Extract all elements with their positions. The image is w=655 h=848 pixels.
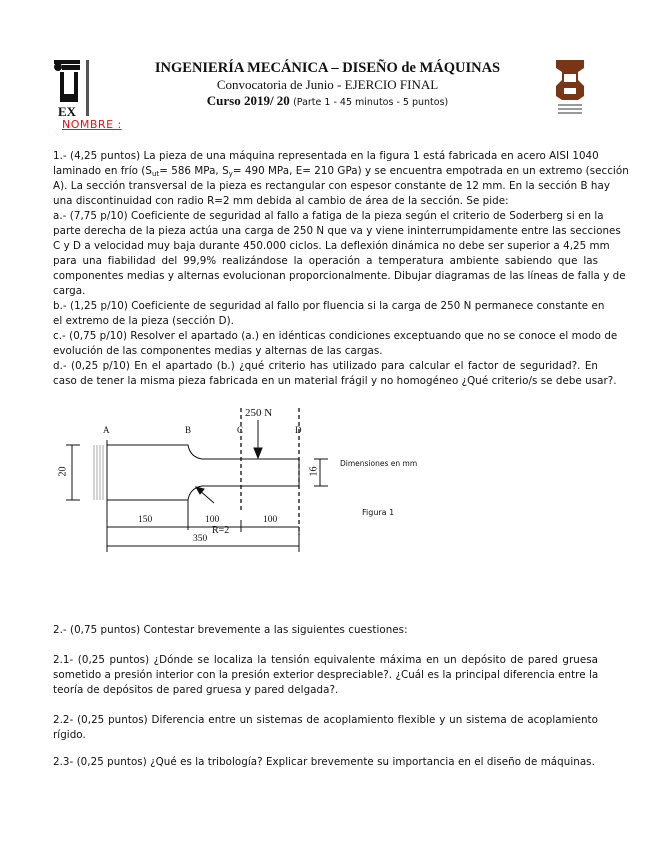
fixed-support-hatch	[94, 445, 103, 500]
text-fragment: = 586 MPa, S	[159, 165, 229, 177]
radius-label: R=2	[212, 525, 230, 536]
load-label: 250 N	[245, 407, 273, 419]
q1-line: b.- (1,25 p/10) Coeficiente de seguridad al fallo por fluencia si la carga de 250 N permanece constante en	[53, 300, 605, 312]
figure-1	[0, 395, 655, 560]
q1-line: carga.	[53, 285, 86, 297]
q1-line: d.- (0,25 p/10) En el apartado (b.) ¿qué criterio has utilizado para calcular el factor de seguridad?. En	[53, 360, 598, 372]
dim-cd: 100	[263, 515, 278, 525]
text-fragment: = 490 MPa, E= 210 GPa) y se encuentra empotrada en un extremo (sección	[232, 165, 629, 177]
course-label: Curso 2019/ 20	[206, 93, 290, 108]
dim-total: 350	[193, 534, 208, 544]
section-label-a: A	[103, 425, 110, 435]
q21-line: sometido a presión interior con la presión exterior despreciable?. ¿Cuál es la principal diferencia entre la	[53, 669, 599, 681]
q2-intro: 2.- (0,75 puntos) Contestar brevemente a las siguientes cuestiones:	[53, 624, 408, 636]
document-title: INGENIERÍA MECÁNICA – DISEÑO de MÁQUINAS	[154, 60, 501, 76]
document-subtitle: Convocatoria de Junio - EJERCIO FINAL	[216, 77, 439, 92]
q1-line: caso de tener la misma pieza fabricada en un material frágil y no homogéneo ¿Qué criterio/s se debe usar?.	[53, 375, 617, 387]
dim-bc: 100	[205, 515, 220, 525]
q1-line: componentes medias y alternas evolucionan proporcionalmente. Dibujar diagramas de las líneas de falla y de	[53, 270, 626, 282]
subscript: ut	[151, 170, 160, 178]
q1-line: a.- (7,75 p/10) Coeficiente de seguridad al fallo a fatiga de la pieza según el criterio de Soderberg si en la	[53, 210, 604, 222]
course-note: (Parte 1 - 45 minutos - 5 puntos)	[293, 97, 449, 108]
section-label-d: D	[295, 425, 302, 435]
figure-caption: Figura 1	[362, 508, 395, 517]
q1-line: 1.- (4,25 puntos) La pieza de una máquina representada en la figura 1 está fabricada en acero AISI 1040	[53, 150, 599, 162]
dim-ab: 150	[138, 515, 153, 525]
section-label-b: B	[185, 425, 192, 435]
narrow-height-dimension: 16	[308, 466, 320, 477]
svg-text:EX: EX	[58, 104, 77, 119]
units-note: Dimensiones en mm	[340, 459, 418, 468]
school-logo	[552, 58, 588, 120]
subscript: y	[228, 170, 233, 178]
q21-line: 2.1- (0,25 puntos) ¿Dónde se localiza la tensión equivalente máxima en un depósito de pared gruesa	[53, 654, 598, 666]
q22-line: 2.2- (0,25 puntos) Diferencia entre un sistemas de acoplamiento flexible y un sistema de acoplamiento	[53, 714, 598, 726]
q1-line: una discontinuidad con radio R=2 mm debida al cambio de área de la sección. Se pide:	[53, 195, 509, 207]
q21-line: teoría de depósitos de pared gruesa y pared delgada?.	[53, 684, 339, 696]
q1-line: el extremo de la pieza (sección D).	[53, 315, 234, 327]
text-fragment: laminado en frío (S	[53, 165, 152, 177]
part-outline	[107, 445, 299, 459]
q22-line: rígido.	[53, 729, 86, 741]
q1-line: C y D a velocidad muy baja durante 450.000 ciclos. La deflexión dinámica no debe ser superior a 4,25 mm	[53, 240, 610, 252]
section-label-c: C	[237, 425, 244, 435]
height-dimension: 20	[57, 466, 69, 477]
q1-line: para una fiabilidad del 99,9% realizándose la operación a temperatura ambiente sabiendo que las	[53, 255, 598, 267]
q1-line: c.- (0,75 p/10) Resolver el apartado (a.) en idénticas condiciones exceptuando que no se conoce el modo de	[53, 330, 618, 342]
q1-line: A). La sección transversal de la pieza es rectangular con espesor constante de 12 mm. En la sección B hay	[53, 180, 610, 192]
q1-line: parte derecha de la pieza actúa una carga de 250 N que va y viene ininterrumpidamente entre las secciones	[53, 225, 621, 237]
q23-line: 2.3- (0,25 puntos) ¿Qué es la tribología? Explicar brevemente su importancia en el diseño de máquinas.	[53, 756, 595, 768]
q1-line: evolución de las componentes medias y alternas de las cargas.	[53, 345, 383, 357]
nombre-label: NOMBRE :	[62, 118, 122, 131]
